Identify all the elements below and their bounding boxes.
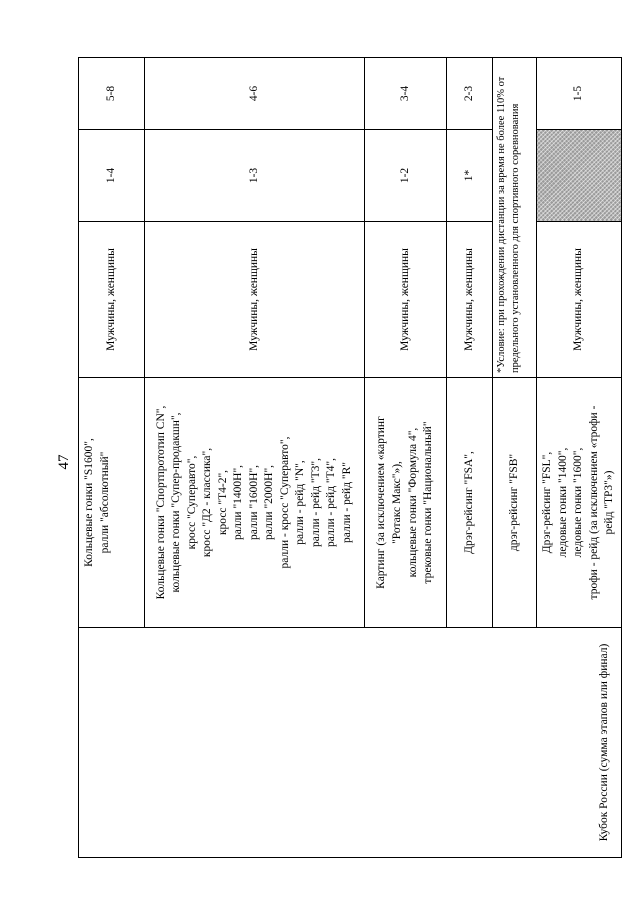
discipline-cell	[365, 378, 447, 628]
discipline-line: трофи - рейд (за исключением «трофи -	[587, 405, 600, 600]
discipline-line: Картинг (за исключением «картинг	[375, 416, 388, 589]
discipline-line: ледовые гонки "1600",	[572, 447, 585, 558]
range-cell: 2-3	[447, 58, 493, 130]
participants-cell: Мужчины, женщины	[537, 222, 622, 378]
discipline-line: "Ротакс Макс"»),	[390, 461, 403, 544]
discipline-line: кросс "Т4-2",	[216, 469, 229, 536]
discipline-line: кросс "Суперавто",	[185, 455, 198, 550]
discipline-line: Дрэг-рейсинг "FSA",	[462, 451, 475, 554]
discipline-cell	[493, 378, 537, 628]
competition-label-cell	[79, 628, 622, 858]
discipline-cell	[447, 378, 493, 628]
discipline-cell	[79, 378, 145, 628]
discipline-line: ралли - рейд "N",	[294, 460, 307, 545]
participants-cell: Мужчины, женщины	[447, 222, 493, 378]
discipline-line: Дрэг-рейсинг "FSL",	[541, 451, 553, 554]
range-cell: 5-8	[79, 58, 145, 130]
participants-cell: Мужчины, женщины	[79, 222, 145, 378]
table-row	[79, 58, 145, 858]
discipline-line: дрэг-рейсинг "FSB"	[507, 453, 520, 552]
page-number: 47	[55, 454, 72, 470]
discipline-line: ледовые гонки "1400",	[556, 447, 569, 558]
range-cell: 4-6	[145, 58, 365, 130]
discipline-line: ралли - рейд "Т3",	[309, 458, 322, 547]
footnote-cell: *Условие: при прохождении дистанции за время не более 110% от предельного установленного для спортивного соревнования	[493, 58, 537, 378]
places-cell: 1*	[447, 130, 493, 222]
discipline-line: ралли "1400Н",	[232, 464, 245, 541]
discipline-line: кольцевые гонки "Супер-продакшн",	[170, 412, 183, 593]
range-cell: 3-4	[365, 58, 447, 130]
discipline-line: трековые гонки "Национальный"	[422, 421, 435, 584]
places-cell: 1-3	[145, 130, 365, 222]
discipline-line: ралли "2000Н",	[263, 464, 276, 541]
discipline-line: рейд "ТР3"»)	[603, 470, 616, 535]
range-cell: 1-5	[537, 58, 622, 130]
discipline-cell	[537, 378, 622, 628]
sports-category-table	[78, 57, 622, 858]
discipline-line: ралли "абсолютный"	[98, 451, 111, 554]
discipline-line: Кольцевые гонки "Спортпрототип CN",	[154, 405, 167, 600]
participants-cell: Мужчины, женщины	[365, 222, 447, 378]
discipline-cell	[145, 378, 365, 628]
shaded-empty-cell	[537, 130, 622, 222]
participants-cell: Мужчины, женщины	[145, 222, 365, 378]
discipline-line: ралли - кросс "Суперавто",	[278, 436, 291, 569]
rotated-table-container	[78, 58, 616, 858]
places-cell: 1-2	[365, 130, 447, 222]
discipline-line: ралли - рейд "Т4",	[325, 458, 338, 547]
places-cell: 1-4	[79, 130, 145, 222]
competition-label: Кубок России (сумма этапов или финал)	[598, 643, 611, 842]
discipline-line: кольцевые гонки "Формула 4",	[406, 427, 419, 578]
discipline-line: ралли "1600Н",	[247, 464, 260, 541]
discipline-line: Кольцевые гонки "S1600",	[83, 438, 95, 567]
discipline-line: ралли - рейд "R"	[340, 462, 353, 543]
discipline-line: кросс "Д2 - классика",	[201, 447, 214, 558]
